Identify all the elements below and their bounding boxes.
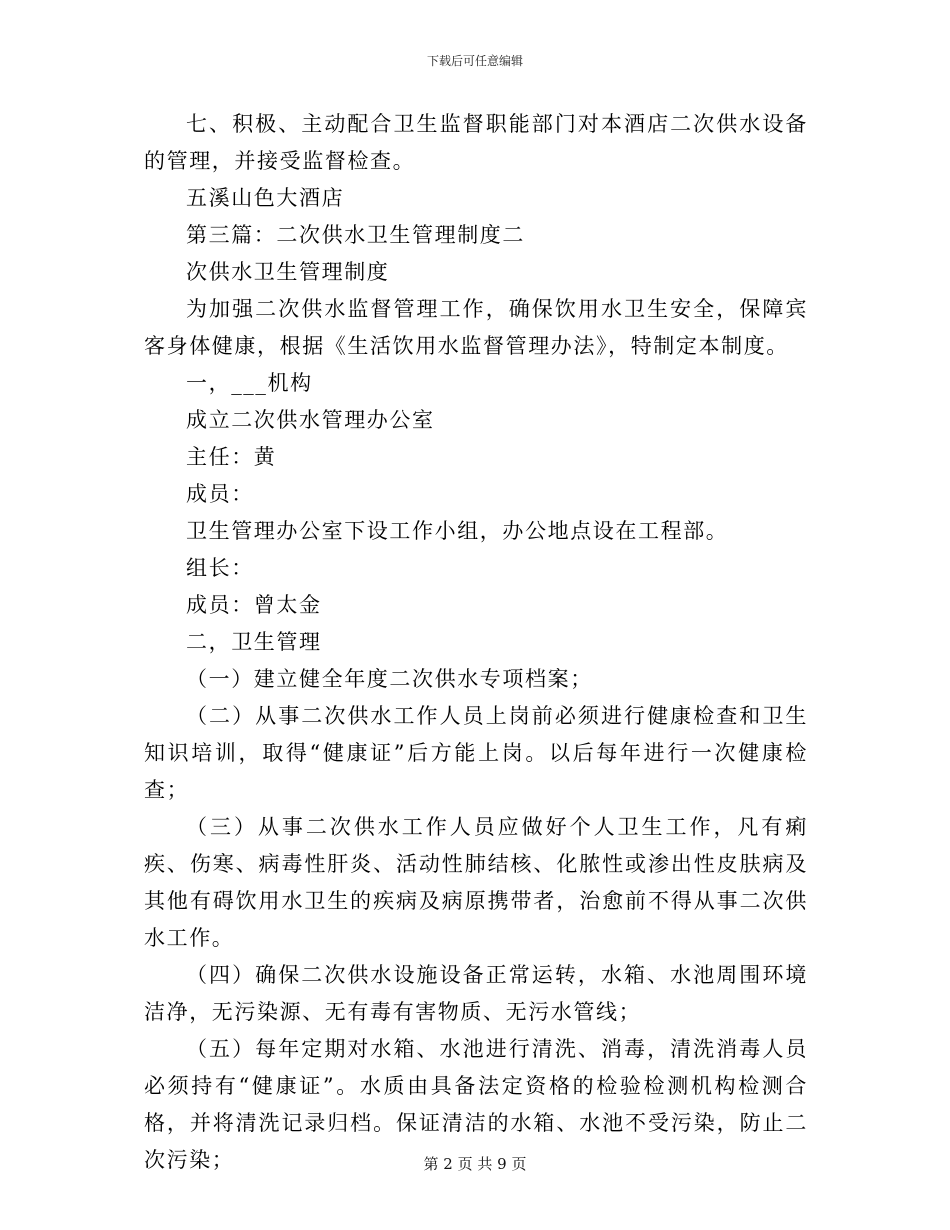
paragraph-item-1: （一）建立健全年度二次供水专项档案； — [186, 667, 593, 691]
paragraph-item-3: （三）从事二次供水工作人员应做好个人卫生工作，凡有痢疾、伤寒、病毒性肝炎、活动性肺结核、化脓性或渗出性皮肤病及其他有碍饮用水卫生的疾病及病原携带者，治愈前不得从事二次供水工作。 — [144, 815, 808, 950]
paragraph-system-title: 次供水卫生管理制度 — [186, 260, 390, 284]
paragraph-hotel-name: 五溪山色大酒店 — [186, 186, 345, 210]
paragraph-intro: 为加强二次供水监督管理工作，确保饮用水卫生安全，保障宾客身体健康，根据《生活饮用水监督管理办法》，特制定本制度。 — [144, 297, 808, 358]
paragraph-chapter-title: 第三篇：二次供水卫生管理制度二 — [186, 223, 525, 247]
paragraph-section-one: 一，___机构 — [186, 371, 313, 395]
header-note: 下载后可任意编辑 — [426, 54, 523, 68]
paragraph-item-4: （四）确保二次供水设施设备正常运转，水箱、水池周围环境洁净，无污染源、无有毒有害物质、无污水管线； — [144, 963, 808, 1024]
paragraph-office: 成立二次供水管理办公室 — [186, 408, 435, 432]
paragraph-section-two: 二，卫生管理 — [186, 630, 322, 654]
paragraph-working-group: 卫生管理办公室下设工作小组，办公地点设在工程部。 — [186, 519, 729, 543]
paragraph-section-seven: 七、积极、主动配合卫生监督职能部门对本酒店二次供水设备的管理，并接受监督检查。 — [144, 112, 808, 173]
paragraph-team-leader: 组长： — [186, 556, 254, 580]
paragraph-director: 主任：黄 — [186, 445, 277, 469]
page-number: 第 2 页 共 9 页 — [423, 1155, 527, 1173]
paragraph-members-1: 成员： — [186, 482, 254, 506]
document-body — [144, 106, 808, 1179]
paragraph-item-2: （二）从事二次供水工作人员上岗前必须进行健康检查和卫生知识培训，取得“健康证”后方能上岗。以后每年进行一次健康检查； — [144, 704, 808, 802]
paragraph-item-5: （五）每年定期对水箱、水池进行清洗、消毒，清洗消毒人员必须持有“健康证”。水质由具备法定资格的检验检测机构检测合格，并将清洗记录归档。保证清洁的水箱、水池不受污染，防止二次污染； — [144, 1037, 808, 1172]
paragraph-members-2: 成员：曾太金 — [186, 593, 322, 617]
